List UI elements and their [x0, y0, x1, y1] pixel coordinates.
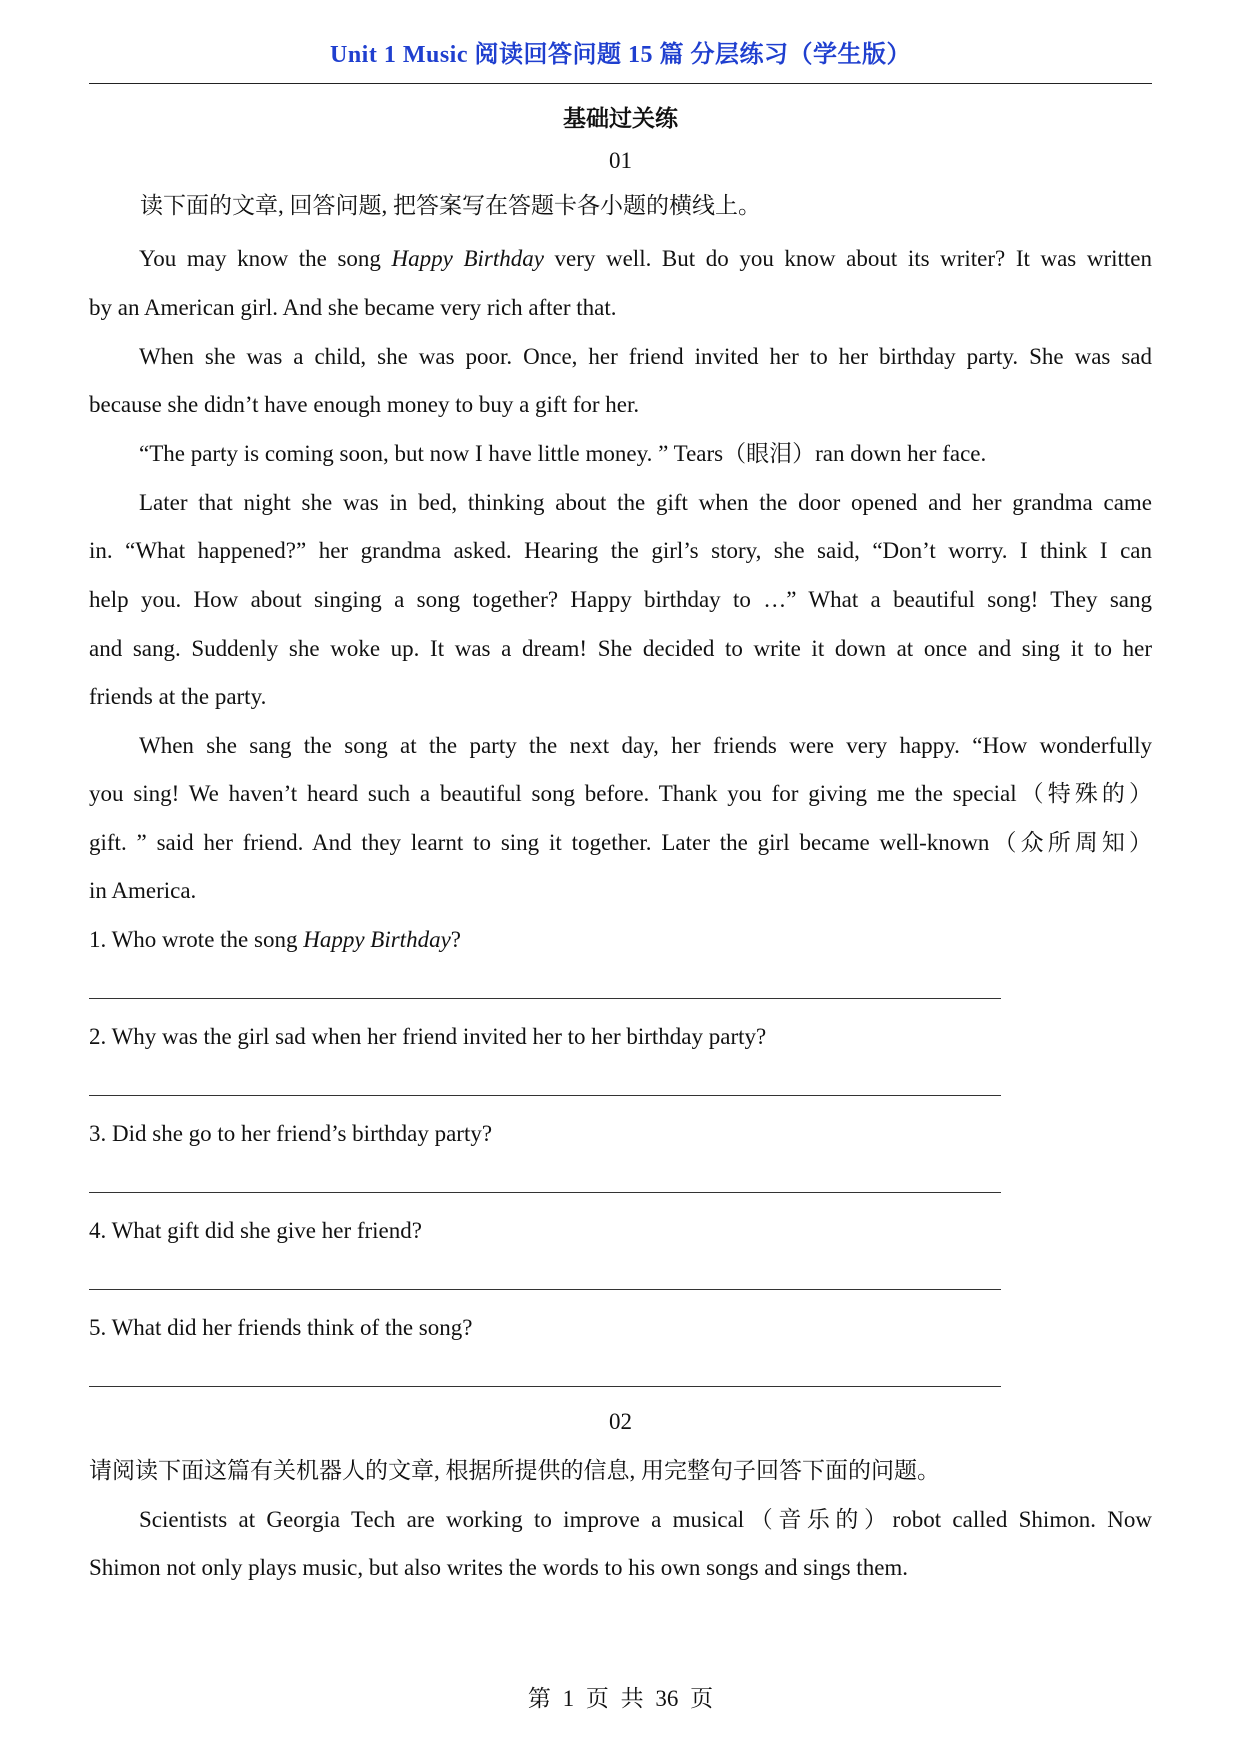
document-header-title: Unit 1 Music 阅读回答问题 15 篇 分层练习（学生版）: [330, 42, 911, 68]
question-text: 3. Did she go to her friend’s birthday party?: [89, 1121, 493, 1146]
passage-instruction: 读下面的文章, 回答问题, 把答案写在答题卡各小题的横线上。: [140, 193, 761, 218]
page-number: 第 1 页 共 36 页: [527, 1686, 714, 1711]
passage-line: When she sang the song at the party the next day, her friends were very happy. “How wonderfully: [139, 733, 1152, 758]
passage-line: gift. ” said her friend. And they learnt to sing it together. Later the girl became well-known（众所周知）: [89, 830, 1152, 855]
passage-line: by an American girl. And she became very rich after that.: [89, 295, 617, 320]
answer-line[interactable]: [89, 1386, 1001, 1387]
answer-line[interactable]: [89, 1095, 1001, 1096]
header-divider: [89, 83, 1152, 84]
answer-line[interactable]: [89, 998, 1001, 999]
passage-number: 01: [609, 148, 632, 173]
passage-line: and sang. Suddenly she woke up. It was a dream! She decided to write it down at once and sing it to her: [89, 636, 1152, 661]
passage-line: “The party is coming soon, but now I have little money. ” Tears（眼泪）ran down her face.: [139, 441, 987, 466]
passage-line: You may know the song Happy Birthday very well. But do you know about its writer? It was written: [139, 246, 1152, 271]
answer-line[interactable]: [89, 1192, 1001, 1193]
passage-instruction: 请阅读下面这篇有关机器人的文章, 根据所提供的信息, 用完整句子回答下面的问题。: [89, 1458, 940, 1483]
passage-line: When she was a child, she was poor. Once, her friend invited her to her birthday party. She was sad: [139, 344, 1152, 369]
passage-line: Shimon not only plays music, but also writes the words to his own songs and sings them.: [89, 1555, 909, 1580]
question-text: 2. Why was the girl sad when her friend invited her to her birthday party?: [89, 1024, 767, 1049]
question-text: 1. Who wrote the song Happy Birthday?: [89, 927, 461, 952]
passage-line: help you. How about singing a song together? Happy birthday to …” What a beautiful song! They sang: [89, 587, 1152, 612]
passage-line: friends at the party.: [89, 684, 267, 709]
passage-line: in America.: [89, 878, 197, 903]
question-text: 5. What did her friends think of the song?: [89, 1315, 473, 1340]
passage-line: in. “What happened?” her grandma asked. Hearing the girl’s story, she said, “Don’t worry. I think I can: [89, 538, 1152, 563]
passage-line: Later that night she was in bed, thinking about the gift when the door opened and her grandma came: [139, 490, 1152, 515]
passage-line: you sing! We haven’t heard such a beautiful song before. Thank you for giving me the special（特殊的）: [89, 781, 1152, 806]
passage-line: because she didn’t have enough money to buy a gift for her.: [89, 392, 640, 417]
question-text: 4. What gift did she give her friend?: [89, 1218, 422, 1243]
section-heading: 基础过关练: [563, 106, 678, 131]
passage-number: 02: [609, 1409, 632, 1434]
answer-line[interactable]: [89, 1289, 1001, 1290]
passage-line: Scientists at Georgia Tech are working to improve a musical（音乐的）robot called Shimon. Now: [139, 1507, 1152, 1532]
